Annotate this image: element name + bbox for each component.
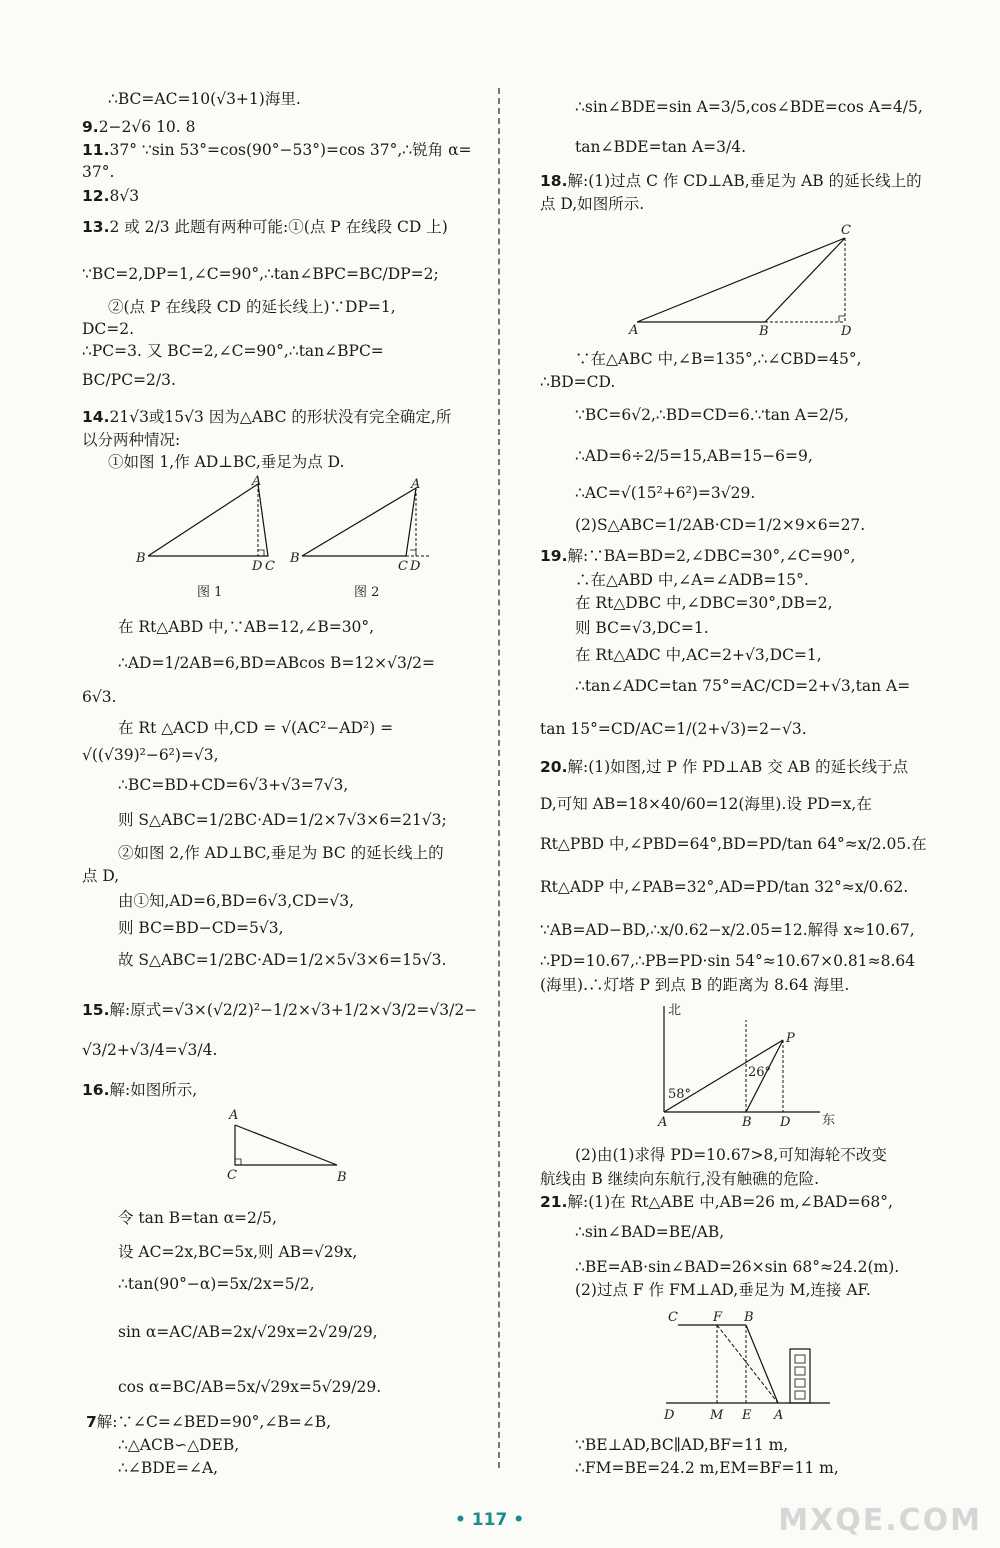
line: 航线由 B 继续向东航行,没有触礁的危险. (540, 1170, 820, 1188)
line: (2)过点 F 作 FM⊥AD,垂足为 M,连接 AF. (575, 1281, 871, 1299)
label-A: A (252, 474, 262, 489)
label-A: A (411, 477, 421, 492)
line: 设 AC=2x,BC=5x,则 AB=√29x, (118, 1243, 358, 1261)
line: 则 BC=BD−CD=5√3, (118, 919, 284, 937)
figure-18 (625, 220, 865, 340)
line: DC=2. (82, 320, 135, 338)
line: Rt△PBD 中,∠PBD=64°,BD=PD/tan 64°≈x/2.05.在 (540, 835, 927, 853)
line: ②如图 2,作 AD⊥BC,垂足为 BC 的延长线上的 (118, 844, 444, 862)
label-D: D (410, 559, 421, 574)
line: 在 Rt△ABD 中,∵AB=12,∠B=30°, (118, 618, 375, 636)
label-B: B (337, 1170, 347, 1185)
line: tan 15°=CD/AC=1/(2+√3)=2−√3. (540, 720, 807, 738)
line: ∴sin∠BAD=BE/AB, (575, 1223, 725, 1241)
label-A: A (658, 1115, 668, 1130)
line: ∴tan∠ADC=tan 75°=AC/CD=2+√3,tan A= (575, 677, 911, 695)
line: ∴BE=AB·sin∠BAD=26×sin 68°≈24.2(m). (575, 1258, 900, 1276)
line: 点 D,如图所示. (540, 195, 645, 213)
line: 则 S△ABC=1/2BC·AD=1/2×7√3×6=21√3; (118, 811, 447, 829)
line: ∴BC=BD+CD=6√3+√3=7√3, (118, 776, 349, 794)
line: ∵在△ABC 中,∠B=135°,∴∠CBD=45°, (575, 350, 862, 368)
line: 16.解:如图所示, (82, 1081, 198, 1099)
line: ∴FM=BE=24.2 m,EM=BF=11 m, (575, 1459, 839, 1477)
label-A: A (229, 1108, 239, 1123)
line: 13.2 或 2/3 此题有两种可能:①(点 P 在线段 CD 上) (82, 218, 448, 236)
line: BC/PC=2/3. (82, 371, 176, 389)
line: 20.解:(1)如图,过 P 作 PD⊥AB 交 AB 的延长线于点 (540, 758, 909, 776)
label-east: 东 (822, 1113, 836, 1128)
line: (海里).∴灯塔 P 到点 B 的距离为 8.64 海里. (540, 976, 850, 994)
line: √((√39)²−6²)=√3, (82, 746, 219, 764)
line: 由①知,AD=6,BD=6√3,CD=√3, (118, 892, 355, 910)
line: ∴在△ABD 中,∠A=∠ADB=15°. (575, 571, 809, 589)
figure-caption: 图 2 (354, 585, 380, 600)
line: ∴BD=CD. (540, 373, 616, 391)
figure-caption: 图 1 (197, 585, 223, 600)
line: Rt△ADP 中,∠PAB=32°,AD=PD/tan 32°≈x/0.62. (540, 878, 909, 896)
line: ∴AC=√(15²+6²)=3√29. (575, 484, 756, 502)
line: 点 D, (82, 867, 120, 885)
line: ∴tan(90°−α)=5x/2x=5/2, (118, 1275, 315, 1293)
line: tan∠BDE=tan A=3/4. (575, 138, 746, 156)
label-D: D (664, 1408, 675, 1423)
line: 21.解:(1)在 Rt△ABE 中,AB=26 m,∠BAD=68°, (540, 1193, 893, 1211)
line: 在 Rt △ACD 中,CD = √(AC²−AD²) = (118, 719, 394, 737)
figure-1 (135, 474, 275, 600)
watermark: MXQE.COM (778, 1503, 982, 1538)
figures-14 (130, 470, 450, 605)
line: 11.37° ∵sin 53°=cos(90°−53°)=cos 37°,∴锐角 α= (82, 141, 472, 159)
label-D: D (780, 1115, 791, 1130)
angle-58: 58° (668, 1087, 692, 1102)
line: 18.解:(1)过点 C 作 CD⊥AB,垂足为 AB 的延长线上的 (540, 172, 922, 190)
line: 6√3. (82, 688, 117, 706)
label-C: C (265, 559, 275, 574)
label-north: 北 (668, 1003, 682, 1018)
line: (2)S△ABC=1/2AB·CD=1/2×9×6=27. (575, 516, 866, 534)
label-F: F (713, 1310, 723, 1325)
line: ∵BE⊥AD,BC∥AD,BF=11 m, (575, 1436, 789, 1454)
label-P: P (786, 1031, 795, 1046)
label-A: A (774, 1408, 784, 1423)
figure-20 (650, 1000, 850, 1130)
figure-21 (660, 1305, 840, 1425)
line: ∵BC=6√2,∴BD=CD=6.∵tan A=2/5, (575, 406, 849, 424)
line: ∴PC=3. 又 BC=2,∠C=90°,∴tan∠BPC= (82, 342, 384, 360)
label-E: E (742, 1408, 752, 1423)
line: √3/2+√3/4=√3/4. (82, 1041, 218, 1059)
label-B: B (759, 324, 769, 339)
line: ∴BC=AC=10(√3+1)海里. (108, 90, 301, 108)
line: 在 Rt△ADC 中,AC=2+√3,DC=1, (575, 646, 822, 664)
line: ∵BC=2,DP=1,∠C=90°,∴tan∠BPC=BC/DP=2; (82, 265, 439, 283)
line: D,可知 AB=18×40/60=12(海里).设 PD=x,在 (540, 795, 872, 813)
line: ∴△ACB∽△DEB, (118, 1436, 240, 1454)
line: 37°. (82, 163, 115, 181)
line: 9.2−2√6 10. 8 (82, 118, 196, 136)
line: (2)由(1)求得 PD=10.67>8,可知海轮不改变 (575, 1146, 887, 1164)
line: 7解:∵∠C=∠BED=90°,∠B=∠B, (86, 1413, 332, 1431)
line: sin α=AC/AB=2x/√29x=2√29/29, (118, 1323, 378, 1341)
line: 19.解:∵BA=BD=2,∠DBC=30°,∠C=90°, (540, 547, 856, 565)
line: ∴∠BDE=∠A, (118, 1459, 219, 1477)
label-B: B (742, 1115, 752, 1130)
line: ∴AD=1/2AB=6,BD=ABcos B=12×√3/2= (118, 654, 435, 672)
label-B: B (744, 1310, 754, 1325)
label-C: C (841, 223, 851, 238)
line: cos α=BC/AB=5x/√29x=5√29/29. (118, 1378, 382, 1396)
page-number: • 117 • (455, 1510, 525, 1530)
label-D: D (841, 324, 852, 339)
line: ∴AD=6÷2/5=15,AB=15−6=9, (575, 447, 813, 465)
line: 在 Rt△DBC 中,∠DBC=30°,DB=2, (575, 594, 833, 612)
line: 故 S△ABC=1/2BC·AD=1/2×5√3×6=15√3. (118, 951, 447, 969)
line: 令 tan B=tan α=2/5, (118, 1209, 277, 1227)
line: ∵AB=AD−BD,∴x/0.62−x/2.05=12.解得 x≈10.67, (540, 921, 915, 939)
line: 14.21√3或15√3 因为△ABC 的形状没有完全确定,所 (82, 408, 452, 426)
line: ∴PD=10.67,∴PB=PD·sin 54°≈10.67×0.81≈8.64 (540, 952, 916, 970)
label-C: C (227, 1168, 237, 1183)
figure-2 (289, 477, 430, 600)
figure-16 (225, 1105, 355, 1185)
line: ∴sin∠BDE=sin A=3/5,cos∠BDE=cos A=4/5, (575, 98, 923, 116)
label-B: B (136, 551, 146, 566)
label-C: C (398, 559, 408, 574)
column-divider (498, 88, 500, 1468)
line: 15.解:原式=√3×(√2/2)²−1/2×√3+1/2×√3/2=√3/2− (82, 1001, 478, 1019)
label-B: B (290, 551, 300, 566)
label-A: A (629, 323, 639, 338)
label-M: M (710, 1408, 724, 1423)
line: ①如图 1,作 AD⊥BC,垂足为点 D. (108, 453, 345, 471)
label-C: C (668, 1310, 678, 1325)
line: 则 BC=√3,DC=1. (575, 619, 709, 637)
line: 以分两种情况: (82, 431, 181, 449)
line: 12.8√3 (82, 187, 140, 205)
label-D: D (252, 559, 263, 574)
angle-26: 26° (748, 1065, 772, 1080)
line: ②(点 P 在线段 CD 的延长线上)∵DP=1, (108, 298, 396, 316)
